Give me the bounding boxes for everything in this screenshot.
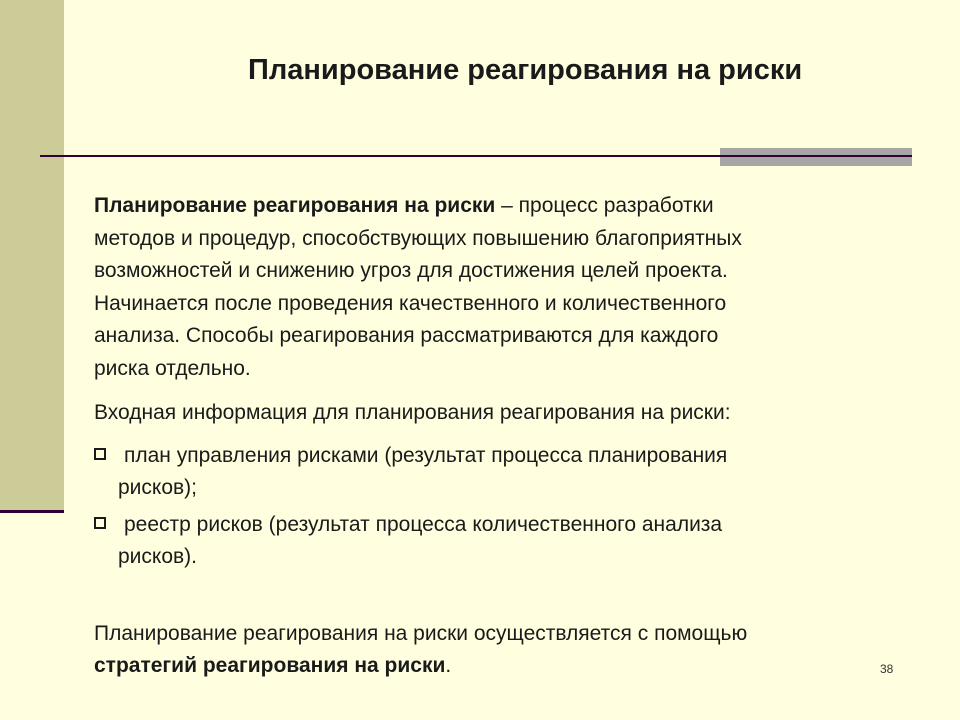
definition-text-1: – процесс разработки xyxy=(495,194,714,217)
input-item-2-line1: реестр рисков (результат процесса количественного анализа xyxy=(124,512,723,536)
left-decor-underline xyxy=(0,510,64,513)
inputs-heading: Входная информация для планирования реагирования на риски: xyxy=(94,401,731,424)
definition-text-3: возможностей и снижению угроз для достижения целей проекта. xyxy=(94,259,728,282)
inputs-list xyxy=(94,440,924,574)
page-number: 38 xyxy=(880,662,894,676)
input-item-1-line1: план управления рисками (результат процесса планирования xyxy=(124,443,728,467)
list-item xyxy=(94,440,924,505)
left-decor-bar xyxy=(0,0,64,512)
input-item-2-line2: рисков). xyxy=(118,545,197,568)
closing-paragraph xyxy=(94,618,924,683)
definition-text-6: риска отдельно. xyxy=(94,356,251,380)
checkbox-bullet-icon xyxy=(94,448,106,460)
definition-text-4: Начинается после проведения качественного и количественного xyxy=(94,291,727,315)
definition-text-2: методов и процедур, способствующих повышению благоприятных xyxy=(94,226,742,250)
definition-paragraph xyxy=(94,190,924,385)
definition-term: Планирование реагирования на риски xyxy=(94,194,496,217)
closing-end: . xyxy=(445,654,452,677)
slide-title: Планирование реагирования на риски xyxy=(248,54,803,86)
closing-bold: стратегий реагирования на риски xyxy=(94,654,446,677)
closing-text: Планирование реагирования на риски осуществляется с помощью xyxy=(94,621,748,645)
definition-text-5: анализа. Способы реагирования рассматриваются для каждого xyxy=(94,324,719,347)
list-item xyxy=(94,509,924,574)
slide-body xyxy=(94,190,924,683)
checkbox-bullet-icon xyxy=(94,517,106,529)
input-item-1-line2: рисков); xyxy=(118,476,197,499)
title-accent-bar xyxy=(720,148,912,166)
title-rule xyxy=(40,155,912,157)
